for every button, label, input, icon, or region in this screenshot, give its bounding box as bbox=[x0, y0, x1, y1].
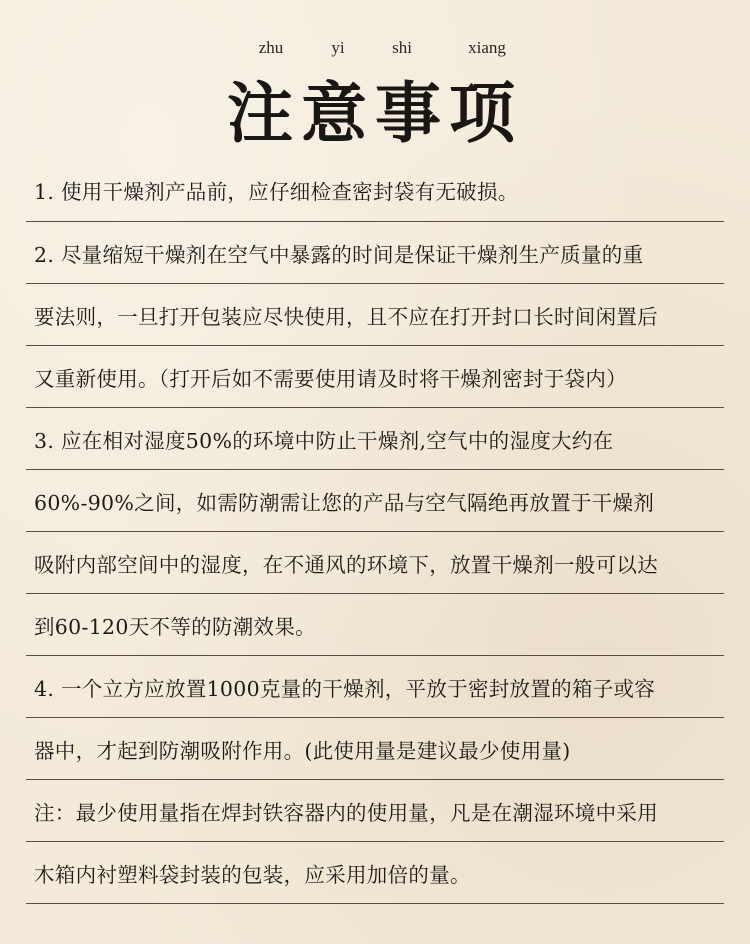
note-line: 要法则，一旦打开包装应尽快使用，且不应在打开封口长时间闲置后 bbox=[26, 284, 724, 346]
note-line: 1. 使用干燥剂产品前，应仔细检查密封袋有无破损。 bbox=[26, 158, 724, 222]
pinyin-zhu: zhu bbox=[258, 38, 284, 57]
note-line: 到60-120天不等的防潮效果。 bbox=[26, 594, 724, 656]
page-title: 注意事项 bbox=[227, 74, 523, 152]
pinyin-shi: shi bbox=[392, 38, 412, 57]
note-line: 2. 尽量缩短干燥剂在空气中暴露的时间是保证干燥剂生产质量的重 bbox=[26, 222, 724, 284]
note-line: 注：最少使用量指在焊封铁容器内的使用量，凡是在潮湿环境中采用 bbox=[26, 780, 724, 842]
pinyin-yi: yi bbox=[331, 38, 345, 57]
note-line: 又重新使用。（打开后如不需要使用请及时将干燥剂密封于袋内） bbox=[26, 346, 724, 408]
note-line: 木箱内衬塑料袋封装的包装，应采用加倍的量。 bbox=[26, 842, 724, 904]
title-pinyin bbox=[0, 38, 750, 62]
note-line: 4. 一个立方应放置1000克量的干燥剂，平放于密封放置的箱子或容 bbox=[26, 656, 724, 718]
note-line: 3. 应在相对湿度50%的环境中防止干燥剂,空气中的湿度大约在 bbox=[26, 408, 724, 470]
notes-list bbox=[26, 158, 724, 904]
note-line: 吸附内部空间中的湿度，在不通风的环境下，放置干燥剂一般可以达 bbox=[26, 532, 724, 594]
pinyin-xiang: xiang bbox=[468, 38, 506, 57]
note-line: 60%-90%之间，如需防潮需让您的产品与空气隔绝再放置于干燥剂 bbox=[26, 470, 724, 532]
note-line: 器中，才起到防潮吸附作用。(此使用量是建议最少使用量) bbox=[26, 718, 724, 780]
